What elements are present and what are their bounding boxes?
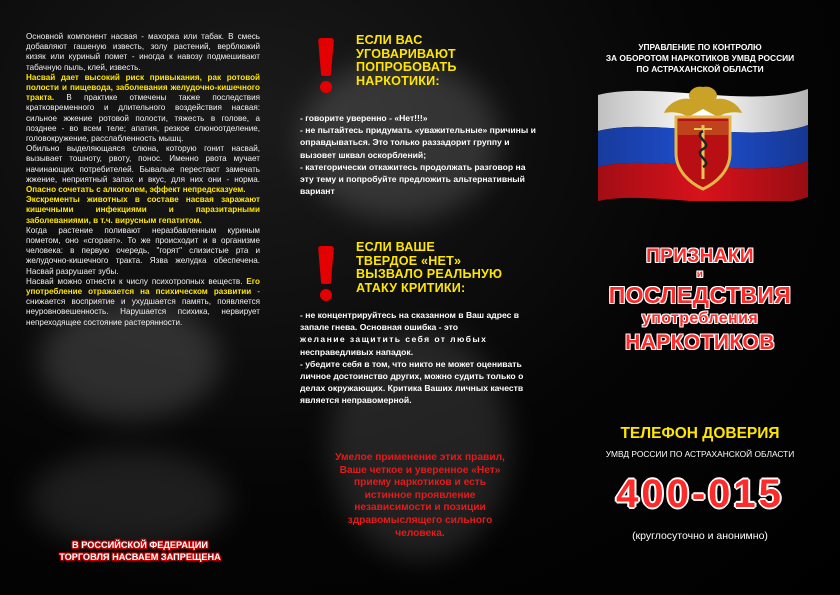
advice-list-1 [300,112,540,197]
closing-line: истинное проявление [364,489,476,501]
title-line: употребления [641,310,759,327]
advice-item: - не пытайтесь придумать «уважительные» причины и оправдываться. Это только раззадорит группу и вызовет шквал оскорблений; [300,125,536,160]
brochure-title [572,246,828,356]
info-paragraph [26,73,260,144]
advice-item: - убедите себя в том, что никто не может оценивать личное достоинство других, можно судить только о делах окружающих. Критика Ваших личных качеств является неправомерной. [300,358,524,406]
closing-line: человека. [395,527,445,539]
body-text: Обильно выделяющаяся слюна, которую гонит насвай, вызывает тошноту, рвоту, понос. Именно рвота мучает начинающих потребителей. Бывалые перестают замечать жжение, неприятный запах и вкус, для них они - норма. [26,144,260,184]
closing-line: Умелое применение этих правил, [335,452,505,463]
heading-line: ЕСЛИ ВАШЕ [356,240,435,254]
closing-line: здравомыслящего сильного [347,514,493,526]
body-text: Насвай можно отнести к числу психотропных веществ. [26,276,247,286]
ban-notice [20,539,260,563]
heading-line: ТВЕРДОЕ «НЕТ» [356,253,462,268]
info-paragraph [26,32,260,73]
heading-line: ЕСЛИ ВАС [356,33,423,47]
organization-name [580,42,820,75]
advice-item: желание защитить себя от любых [300,334,488,345]
info-paragraph [26,144,260,195]
info-paragraph [26,226,260,277]
info-paragraph [26,277,260,328]
russian-flag [592,83,814,201]
highlighted-text: Его употребление отражается на психическом развитии [26,276,260,297]
org-line: ЗА ОБОРОТОМ НАРКОТИКОВ УМВД РОССИИ [605,53,795,63]
heading-line: УГОВАРИВАЮТ [356,46,456,61]
heading-criticism [356,241,502,295]
advice-item: несправедливых нападок. [300,346,414,357]
closing-line: Ваше четкое и уверенное «Нет» [339,464,501,476]
heading-line: ВЫЗВАЛО РЕАЛЬНУЮ [356,267,503,281]
body-text: - снижается восприятие и ухудшается память, появляется неуровновешенность. Нарушается психика, нервирует непреходящее состояние растерянности. [26,287,260,327]
nasvay-info-text [26,32,260,328]
hotline-availability: (круглосуточно и анонимно) [632,530,768,542]
exclamation-icon [318,38,334,93]
closing-statement [300,452,540,540]
heading-line: АТАКУ КРИТИКИ: [356,280,466,295]
hotline-title: ТЕЛЕФОН ДОВЕРИЯ [620,425,780,442]
hotline-subtitle: УМВД РОССИИ ПО АСТРАХАНСКОЙ ОБЛАСТИ [605,449,795,459]
body-text: В практике отмечены также последствия кратковременного и длительного воздействия насвая: сильное жжение ротовой полости, тяжесть в голове, а позднее - во всем теле; апатия, резкое слюноотделение, головокружение, расслабленность мышц. [26,93,260,144]
body-text: Основной компонент насвая - махорка или табак. В смесь добавляют гашеную известь, золу растений, верблюжий кизяк или куриный помет - иногда к навозу подмешивают табачную пыль, клей, известь. [26,32,260,72]
left-panel [0,0,280,595]
title-line: ПОСЛЕДСТВИЯ [608,282,792,308]
ban-notice-line2: ТОРГОВЛЯ НАСВАЕМ ЗАПРЕЩЕНА [59,552,221,562]
highlighted-text: Экскременты животных в составе насвая заражают кишечными инфекциями и паразитарными заболеваниями, в т.ч. вирусным гепатитом. [26,195,260,225]
org-line: ПО АСТРАХАНСКОЙ ОБЛАСТИ [636,64,764,74]
ban-notice-line1: В РОССИЙСКОЙ ФЕДЕРАЦИИ [72,540,208,550]
advice-item: - категорически откажитесь продолжать разговор на эту тему и попробуйте предложить альтернативный вариант [300,161,526,197]
hotline-phone[interactable]: 400-015 [616,472,784,516]
advice-item: - говорите уверенно - «Нет!!!» [300,113,428,123]
highlighted-text: Опасно сочетать с алкоголем, эффект непредсказуем. [26,185,246,195]
closing-line: приему наркотиков и есть [353,477,487,489]
closing-line: независимости и позиции [354,502,486,514]
heading-persuasion [356,34,457,88]
info-paragraph [26,195,260,226]
heading-line: ПОПРОБОВАТЬ [356,60,457,74]
title-line: и [696,269,704,280]
title-line: НАРКОТИКОВ [625,331,775,354]
exclamation-icon [318,246,334,301]
advice-list-2 [300,309,540,407]
org-line: УПРАВЛЕНИЕ ПО КОНТРОЛЮ [638,42,762,52]
highlighted-text: Насвай дает высокий риск привыкания, рак ротовой полости и пищевода, заболевания желудочно-кишечного тракта. [26,72,260,103]
title-line: ПРИЗНАКИ [646,246,754,267]
advice-item: - не концентрируйтесь на сказанном в Ваш адрес в запале гнева. Основная ошибка - это [300,310,520,333]
heading-line: НАРКОТИКИ: [356,73,440,88]
body-text: Когда растение поливают неразбавленным куриным пометом, оно «сгорает». То же происходит и в организме человека: в первую очередь, "горят" слизистые рта и желудочно-кишечного тракта. Язва желудка обеспечена. Насвай разрушает зубы. [26,225,260,276]
